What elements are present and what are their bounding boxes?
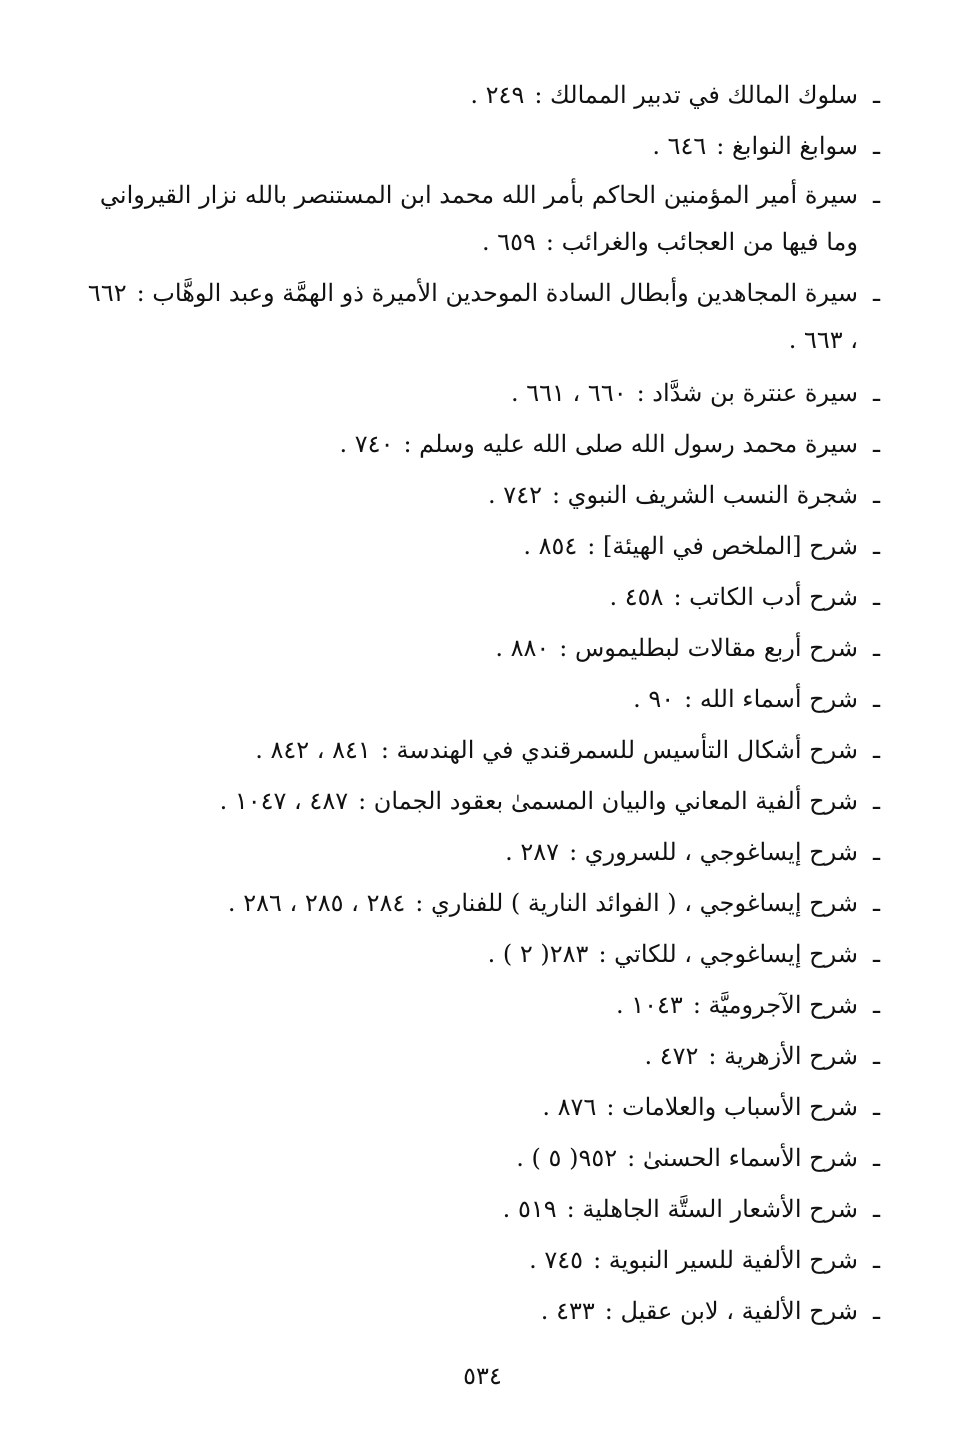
entry-title: شرح أشكال التأسيس للسمرقندي في الهندسة :	[380, 736, 858, 764]
entry-pages: ٦٦٢ ، ٦٦٣ .	[87, 279, 858, 354]
entry-title: شرح ألفية المعاني والبيان المسمىٰ بعقود الجمان :	[358, 787, 858, 815]
entry-title: شرح الأشعار الستَّة الجاهلية :	[566, 1195, 858, 1223]
index-entry: ـ شرح الألفية للسير النبوية :٧٤٥ .	[529, 1246, 880, 1274]
index-entry: ـ شرح الأسماء الحسنىٰ :٩٥٢( ٥ ) .	[516, 1144, 880, 1172]
index-entry: ـ شرح الألفية ، لابن عقيل :٤٣٣ .	[540, 1297, 880, 1325]
index-entry: ـ سوابغ النوابغ :٦٤٦ .	[652, 132, 880, 160]
entry-title: سيرة المجاهدين وأبطال السادة الموحدين الأميرة ذو الهمَّة وعبد الوهَّاب :	[136, 279, 858, 307]
index-entry: ـ شرح الآجروميَّة :١٠٤٣ .	[615, 991, 880, 1019]
index-list	[80, 70, 880, 1337]
entry-title: شرح الآجروميَّة :	[692, 991, 858, 1019]
index-entry: ـ شرح الأشعار الستَّة الجاهلية :٥١٩ .	[502, 1195, 880, 1223]
entry-pages: ٢٨٧ .	[505, 838, 560, 866]
entry-pages: ٨٤١ ، ٨٤٢ .	[255, 736, 371, 764]
index-entry: ـ شرح الأسباب والعلامات :٨٧٦ .	[542, 1093, 880, 1121]
entry-title: شرح أربع مقالات لبطليموس :	[559, 634, 858, 662]
index-entry: ـ سلوك المالك في تدبير الممالك :٢٤٩ .	[470, 81, 880, 109]
entry-pages: ٦٤٦ .	[652, 132, 707, 160]
entry-title: شرح إيساغوجي ، للكاتي :	[598, 940, 858, 968]
entry-title: شرح الألفية ، لابن عقيل :	[604, 1297, 858, 1325]
entry-title: سيرة أمير المؤمنين الحاكم بأمر الله محمد ابن المستنصر بالله نزار القيرواني وما فيها من العجائب والغرائب :	[99, 181, 858, 256]
entry-pages: ٩٥٢( ٥ ) .	[516, 1144, 618, 1172]
entry-title: شرح الألفية للسير النبوية :	[593, 1246, 858, 1274]
entry-title: شرح أسماء الله :	[684, 685, 858, 713]
entry-pages: ٤٨٧ ، ١٠٤٧ .	[219, 787, 349, 815]
entry-title: سلوك المالك في تدبير الممالك :	[534, 81, 858, 109]
entry-pages: ٧٤٢ .	[488, 481, 542, 509]
entry-pages: ٤٣٣ .	[540, 1297, 595, 1325]
index-entry: ـ شرح أسماء الله :٩٠ .	[633, 685, 880, 713]
entry-pages: ٨٥٤ .	[523, 532, 578, 560]
entry-title: سيرة عنترة بن شدَّاد :	[636, 379, 858, 407]
entry-pages: ٢٤٩ .	[470, 81, 525, 109]
index-page	[80, 70, 880, 1370]
index-entry: ـ شجرة النسب الشريف النبوي :٧٤٢ .	[488, 481, 880, 509]
entry-title: شرح الأزهرية :	[708, 1042, 858, 1070]
entry-pages: ٢٨٤ ، ٢٨٥ ، ٢٨٦ .	[227, 889, 406, 917]
index-entry: ـ شرح إيساغوجي ، للكاتي :٢٨٣( ٢ ) .	[487, 940, 880, 968]
page-number: ٥٣٤	[463, 1362, 502, 1390]
index-entry: ـ شرح [الملخص في الهيئة] :٨٥٤ .	[523, 532, 880, 560]
entry-pages: ٧٤٠ .	[339, 430, 394, 458]
entry-title: شرح أدب الكاتب :	[673, 583, 858, 611]
entry-pages: ٤٧٢ .	[644, 1042, 699, 1070]
entry-pages: ٨٧٦ .	[542, 1093, 597, 1121]
entry-pages: ٤٥٨ .	[609, 583, 664, 611]
entry-pages: ٧٤٥ .	[529, 1246, 584, 1274]
entry-pages: ١٠٤٣ .	[615, 991, 683, 1019]
entry-pages: ٥١٩ .	[502, 1195, 557, 1223]
index-entry: ـ سيرة محمد رسول الله صلى الله عليه وسلم :٧٤٠ .	[339, 430, 880, 458]
entry-title: سيرة محمد رسول الله صلى الله عليه وسلم :	[403, 430, 858, 458]
entry-pages: ٦٥٩ .	[481, 228, 536, 256]
index-entry: ـ شرح إيساغوجي ، ( الفوائد النارية ) للفناري :٢٨٤ ، ٢٨٥ ، ٢٨٦ .	[227, 889, 880, 917]
index-entry: ـ شرح أشكال التأسيس للسمرقندي في الهندسة :٨٤١ ، ٨٤٢ .	[255, 736, 880, 764]
entry-title: شرح الأسماء الحسنىٰ :	[627, 1144, 858, 1172]
index-entry: ـ سيرة المجاهدين وأبطال السادة الموحدين الأميرة ذو الهمَّة وعبد الوهَّاب :٦٦٢ ، ٦٦٣ .	[87, 279, 880, 354]
entry-title: شرح إيساغوجي ، ( الفوائد النارية ) للفناري :	[415, 889, 858, 917]
entry-title: شرح الأسباب والعلامات :	[606, 1093, 858, 1121]
entry-title: سوابغ النوابغ :	[716, 132, 858, 160]
entry-pages: ٢٨٣( ٢ ) .	[487, 940, 589, 968]
index-entry: ـ شرح الأزهرية :٤٧٢ .	[644, 1042, 880, 1070]
entry-title: شجرة النسب الشريف النبوي :	[551, 481, 858, 509]
entry-pages: ٩٠ .	[633, 685, 675, 713]
index-entry: ـ شرح أدب الكاتب :٤٥٨ .	[609, 583, 880, 611]
index-entry: ـ سيرة أمير المؤمنين الحاكم بأمر الله محمد ابن المستنصر بالله نزار القيرواني وما فيها من العجائب والغرائب :٦٥٩ .	[99, 181, 880, 256]
index-entry: ـ سيرة عنترة بن شدَّاد :٦٦٠ ، ٦٦١ .	[510, 379, 880, 407]
index-entry: ـ شرح أربع مقالات لبطليموس :٨٨٠ .	[495, 634, 880, 662]
entry-title: شرح إيساغوجي ، للسروري :	[569, 838, 858, 866]
entry-title: شرح [الملخص في الهيئة] :	[587, 532, 858, 560]
entry-pages: ٨٨٠ .	[495, 634, 550, 662]
entry-pages: ٦٦٠ ، ٦٦١ .	[510, 379, 627, 407]
index-entry: ـ شرح ألفية المعاني والبيان المسمىٰ بعقود الجمان :٤٨٧ ، ١٠٤٧ .	[219, 787, 880, 815]
index-entry: ـ شرح إيساغوجي ، للسروري :٢٨٧ .	[505, 838, 880, 866]
